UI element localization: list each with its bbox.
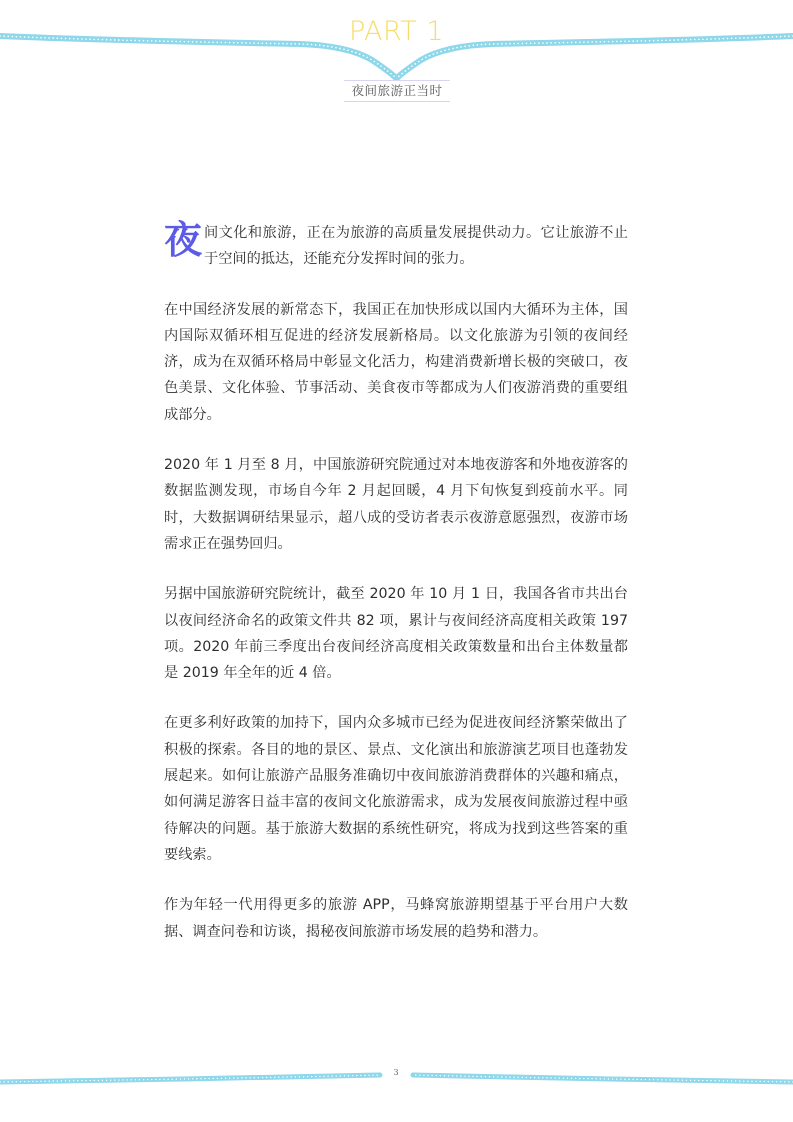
intro-text: 间文化和旅游，正在为旅游的高质量发展提供动力。它让旅游不止于空间的抵达，还能充分发挥时间的张力。 (204, 225, 628, 268)
section-label: 夜间旅游正当时 (351, 83, 443, 98)
intro-paragraph (164, 220, 628, 273)
paragraph-4: 在更多利好政策的加持下，国内众多城市已经为促进夜间经济繁荣做出了积极的探索。各目的地的景区、景点、文化演出和旅游演艺项目也蓬勃发展起来。如何让旅游产品服务准确切中夜间旅游消费群体的兴趣和痛点，如何满足游客日益丰富的夜间文化旅游需求，成为发展夜间旅游过程中亟待解决的问题。基于旅游大数据的系统性研究，将成为找到这些答案的重要线索。 (164, 715, 628, 863)
paragraph-1: 在中国经济发展的新常态下，我国正在加快形成以国内大循环为主体，国内国际双循环相互促进的经济发展新格局。以文化旅游为引领的夜间经济，成为在双循环格局中彰显文化活力，构建消费新增长极的突破口，夜色美景、文化体验、节事活动、美食夜市等都成为人们夜游消费的重要组成部分。 (164, 301, 628, 423)
label-divider-top (344, 80, 450, 81)
part-title: PART 1 (348, 16, 445, 47)
paragraph-3: 另据中国旅游研究院统计，截至 2020 年 10 月 1 日，我国各省市共出台以夜间经济命名的政策文件共 82 项，累计与夜间经济高度相关政策 197 项。2020 年前三季度出台夜间经济高度相关政策数量和出台主体数量都是 2019 年全年的近 4 倍。 (164, 586, 628, 682)
paragraph-2: 2020 年 1 月至 8 月，中国旅游研究院通过对本地夜游客和外地夜游客的数据监测发现，市场自今年 2 月起回暖，4 月下旬恢复到疫前水平。同时，大数据调研结果显示，超八成的受访者表示夜游意愿强烈，夜游市场需求正在强势回归。 (164, 457, 628, 552)
article-body (164, 220, 628, 969)
drop-cap: 夜 (164, 218, 203, 262)
label-divider-bottom (344, 101, 450, 102)
footer-ribbon (0, 1060, 793, 1100)
paragraph-5: 作为年轻一代用得更多的旅游 APP，马蜂窝旅游期望基于平台用户大数据、调查问卷和访谈，揭秘夜间旅游市场发展的趋势和潜力。 (164, 897, 628, 940)
page-number: 3 (393, 1068, 399, 1077)
